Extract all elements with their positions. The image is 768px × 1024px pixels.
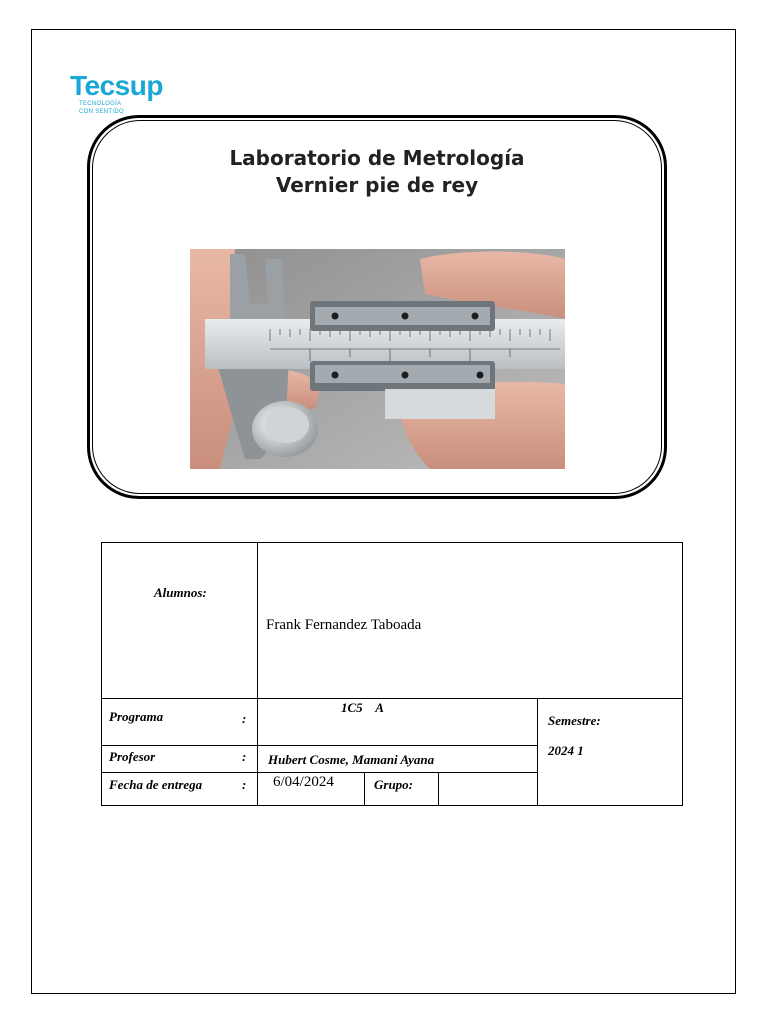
profesor-value: Hubert Cosme, Mamani Ayana <box>268 752 435 767</box>
logo-wordmark: Tecsup <box>70 70 163 101</box>
table-divider-col1 <box>257 542 258 806</box>
fecha-colon: : <box>242 777 247 792</box>
table-divider-grupo-value <box>438 772 439 806</box>
grupo-label: Grupo: <box>374 777 414 792</box>
fecha-label: Fecha de entrega <box>109 777 203 792</box>
table-divider-row2 <box>101 745 537 746</box>
programa-label: Programa <box>109 709 164 724</box>
logo-tagline-1: TECNOLOGÍA <box>79 101 122 107</box>
cover-title-line2: Vernier pie de rey <box>275 173 479 197</box>
semestre-value: 2024 1 <box>548 743 584 758</box>
profesor-colon: : <box>242 749 247 764</box>
table-divider-grupo <box>364 772 365 806</box>
table-divider-col-semestre <box>537 698 538 806</box>
fecha-value: 6/04/2024 <box>273 774 334 790</box>
tecsup-logo <box>70 72 163 116</box>
table-divider-row1 <box>101 698 683 699</box>
programa-value: 1C5 A <box>341 700 384 715</box>
programa-colon: : <box>242 711 247 726</box>
logo-tagline-2: CON SENTIDO <box>79 109 124 115</box>
alumnos-value: Frank Fernandez Taboada <box>266 617 422 633</box>
table-divider-row3 <box>101 772 537 773</box>
vernier-caliper-photo <box>190 249 565 469</box>
profesor-label: Profesor <box>109 749 156 764</box>
cover-title-line1: Laboratorio de Metrología <box>229 146 525 170</box>
alumnos-label: Alumnos: <box>154 585 207 600</box>
semestre-label: Semestre: <box>548 713 601 728</box>
